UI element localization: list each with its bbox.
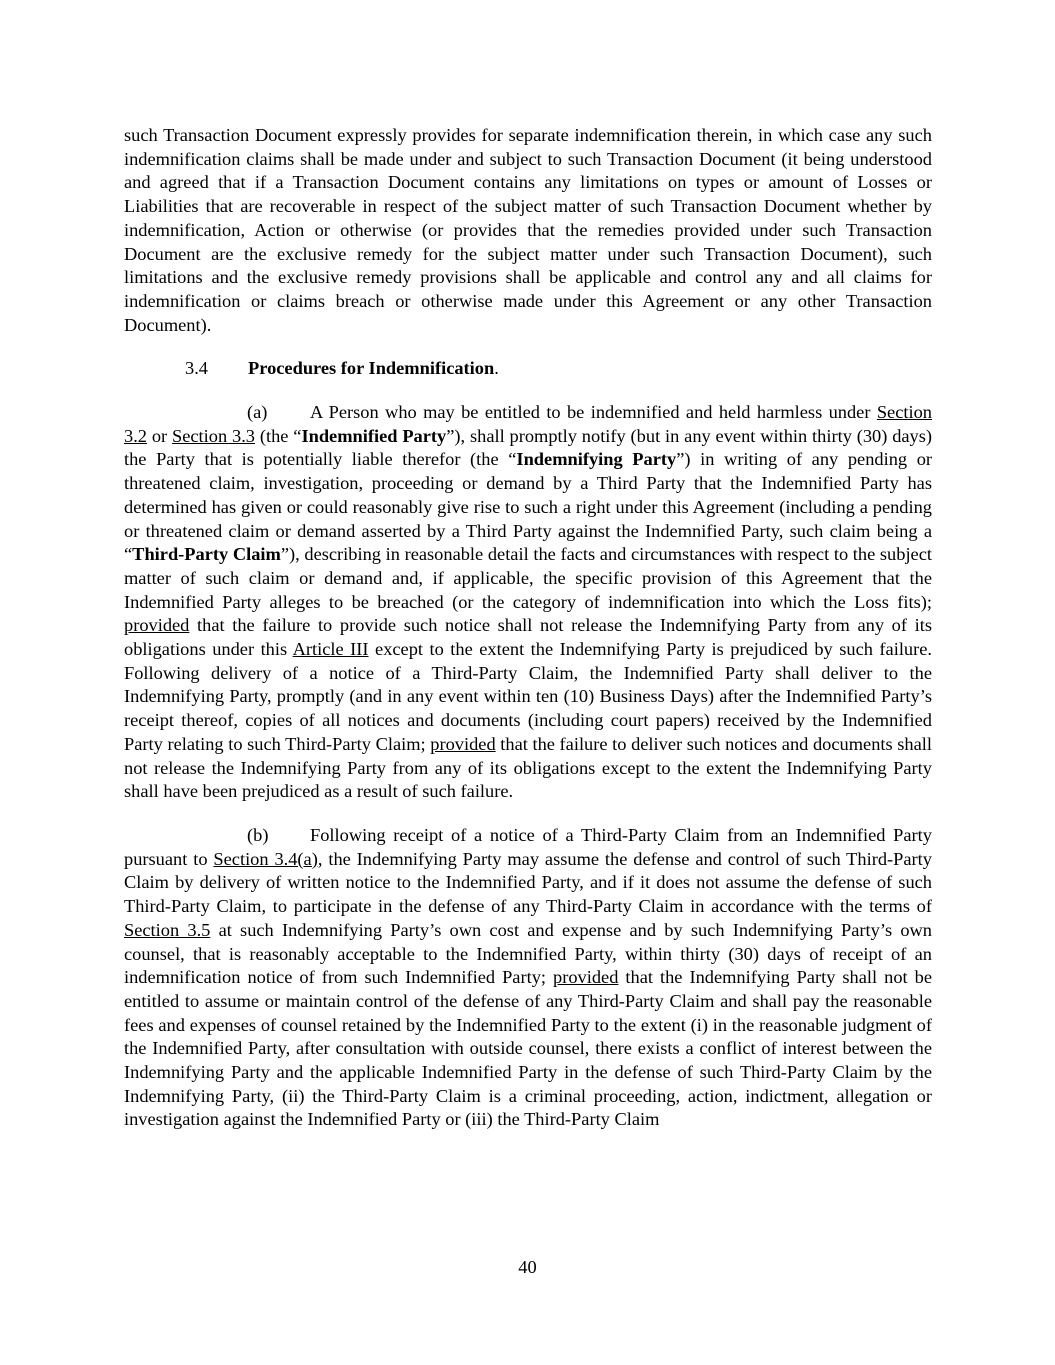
section-3-2-reference: Section 3.2 xyxy=(124,402,932,446)
section-3-4a-reference: Section 3.4(a) xyxy=(213,848,318,869)
paragraph-b-text: that the Indemnifying Party shall not be entitled to assume or maintain control of the defense of any Third-Party Claim and shall pay the reasonable fees and expenses of counsel retained by the Indemnified Party to the extent (i) in the reasonable judgment of the Indemnified Party, after consultation with outside counsel, there exists a conflict of interest between the Indemnifying Party and the applicable Indemnified Party in the defense of such Third-Party Claim by the Indemnifying Party, (ii) the Third-Party Claim is a criminal proceeding, action, indictment, allegation or investigation against the Indemnified Party or (iii) the Third-Party Claim xyxy=(124,967,932,1130)
paragraph-a-text: A Person who may be entitled to be indemnified and held harmless under xyxy=(310,402,877,423)
paragraph-a-label: (a) xyxy=(247,402,268,423)
provided-term: provided xyxy=(430,733,496,754)
paragraph-a-text: ”), shall promptly notify (but in any event within thirty (30) days) the Party that is potentially liable therefor (the “ xyxy=(124,425,933,470)
paragraph-a-text: that the failure to deliver such notices and documents shall not release the Indemnifying Party from any of its obligations except to the extent the Indemnifying Party shall have been prejudiced as a result of such failure. xyxy=(124,733,933,802)
paragraph-a-text: that the failure to provide such notice shall not release the Indemnifying Party from any of its obligations under this xyxy=(124,615,932,660)
continuation-paragraph: such Transaction Document expressly provides for separate indemnification therein, in which case any such indemnification claims shall be made under and subject to such Transaction Document (it being understood and agreed that if a Transaction Document contains any limitations on types or amount of Losses or Liabilities that are recoverable in respect of the subject matter of such Transaction Document whether by indemnification, Action or otherwise (or provides that the remedies provided under such Transaction Document are the exclusive remedy for the subject matter under such Transaction Document), such limitations and the exclusive remedy provisions shall be applicable and control any and all claims for indemnification or claims breach or otherwise made under this Agreement or any other Transaction Document). xyxy=(124,125,932,335)
section-title-period: . xyxy=(494,358,499,379)
paragraph-b-text: , the Indemnifying Party may assume the defense and control of such Third-Party Claim by delivery of written notice to the Indemnified Party, and if it does not assume the defense of such Third-Party Claim, to participate in the defense of any Third-Party Claim in accordance with the terms of xyxy=(124,848,932,917)
defined-term-indemnified-party: Indemnified Party xyxy=(301,425,447,446)
paragraph-a-text: ”) in writing of any pending or threatened claim, investigation, proceeding or demand by a Third Party that the Indemnified Party has determined has given or could reasonably give rise to such a right under this Agreement (including a pending or threatened claim or demand asserted by a Third Party against the Indemnified Party, such claim being a “ xyxy=(124,449,933,565)
section-3-3-reference: Section 3.3 xyxy=(172,425,255,446)
paragraph-b-text: at such Indemnifying Party’s own cost and expense and by such Indemnifying Party’s own counsel, that is reasonably acceptable to the Indemnified Party, within thirty (30) days of receipt of an indemnification notice of from such Indemnified Party; xyxy=(124,919,933,988)
defined-term-third-party-claim: Third-Party Claim xyxy=(132,544,281,565)
paragraph-a-text: ”), describing in reasonable detail the facts and circumstances with respect to the subject matter of such claim or demand and, if applicable, the specific provision of this Agreement that the Indemnified Party alleges to be breached (or the category of indemnification into which the Loss fits); xyxy=(124,544,932,612)
section-3-5-reference: Section 3.5 xyxy=(124,919,211,940)
section-heading xyxy=(124,357,932,381)
document-page xyxy=(124,124,932,1132)
paragraph-a-text: (the “ xyxy=(255,425,302,446)
defined-term-indemnifying-party: Indemnifying Party xyxy=(516,449,677,470)
article-iii-reference: Article III xyxy=(292,639,369,660)
section-number: 3.4 xyxy=(185,358,208,379)
paragraph-b-label: (b) xyxy=(247,824,269,845)
paragraph-a-text: except to the extent the Indemnifying Party is prejudiced by such failure. Following delivery of a notice of a Third-Party Claim, the Indemnified Party shall deliver to the Indemnifying Party, promptly (and in any event within ten (10) Business Days) after the Indemnified Party’s receipt thereof, copies of all notices and documents (including court papers) received by the Indemnified Party relating to such Third-Party Claim; xyxy=(124,639,933,754)
page-number: 40 xyxy=(518,1257,537,1277)
provided-term: provided xyxy=(124,615,190,636)
section-title: Procedures for Indemnification xyxy=(248,358,495,379)
paragraph-a xyxy=(124,401,932,804)
paragraph-a-text: or xyxy=(147,425,172,446)
paragraph-b xyxy=(124,824,932,1132)
paragraph-b-text: Following receipt of a notice of a Third-Party Claim from an Indemnified Party pursuant to xyxy=(124,824,932,869)
provided-term: provided xyxy=(553,967,619,988)
